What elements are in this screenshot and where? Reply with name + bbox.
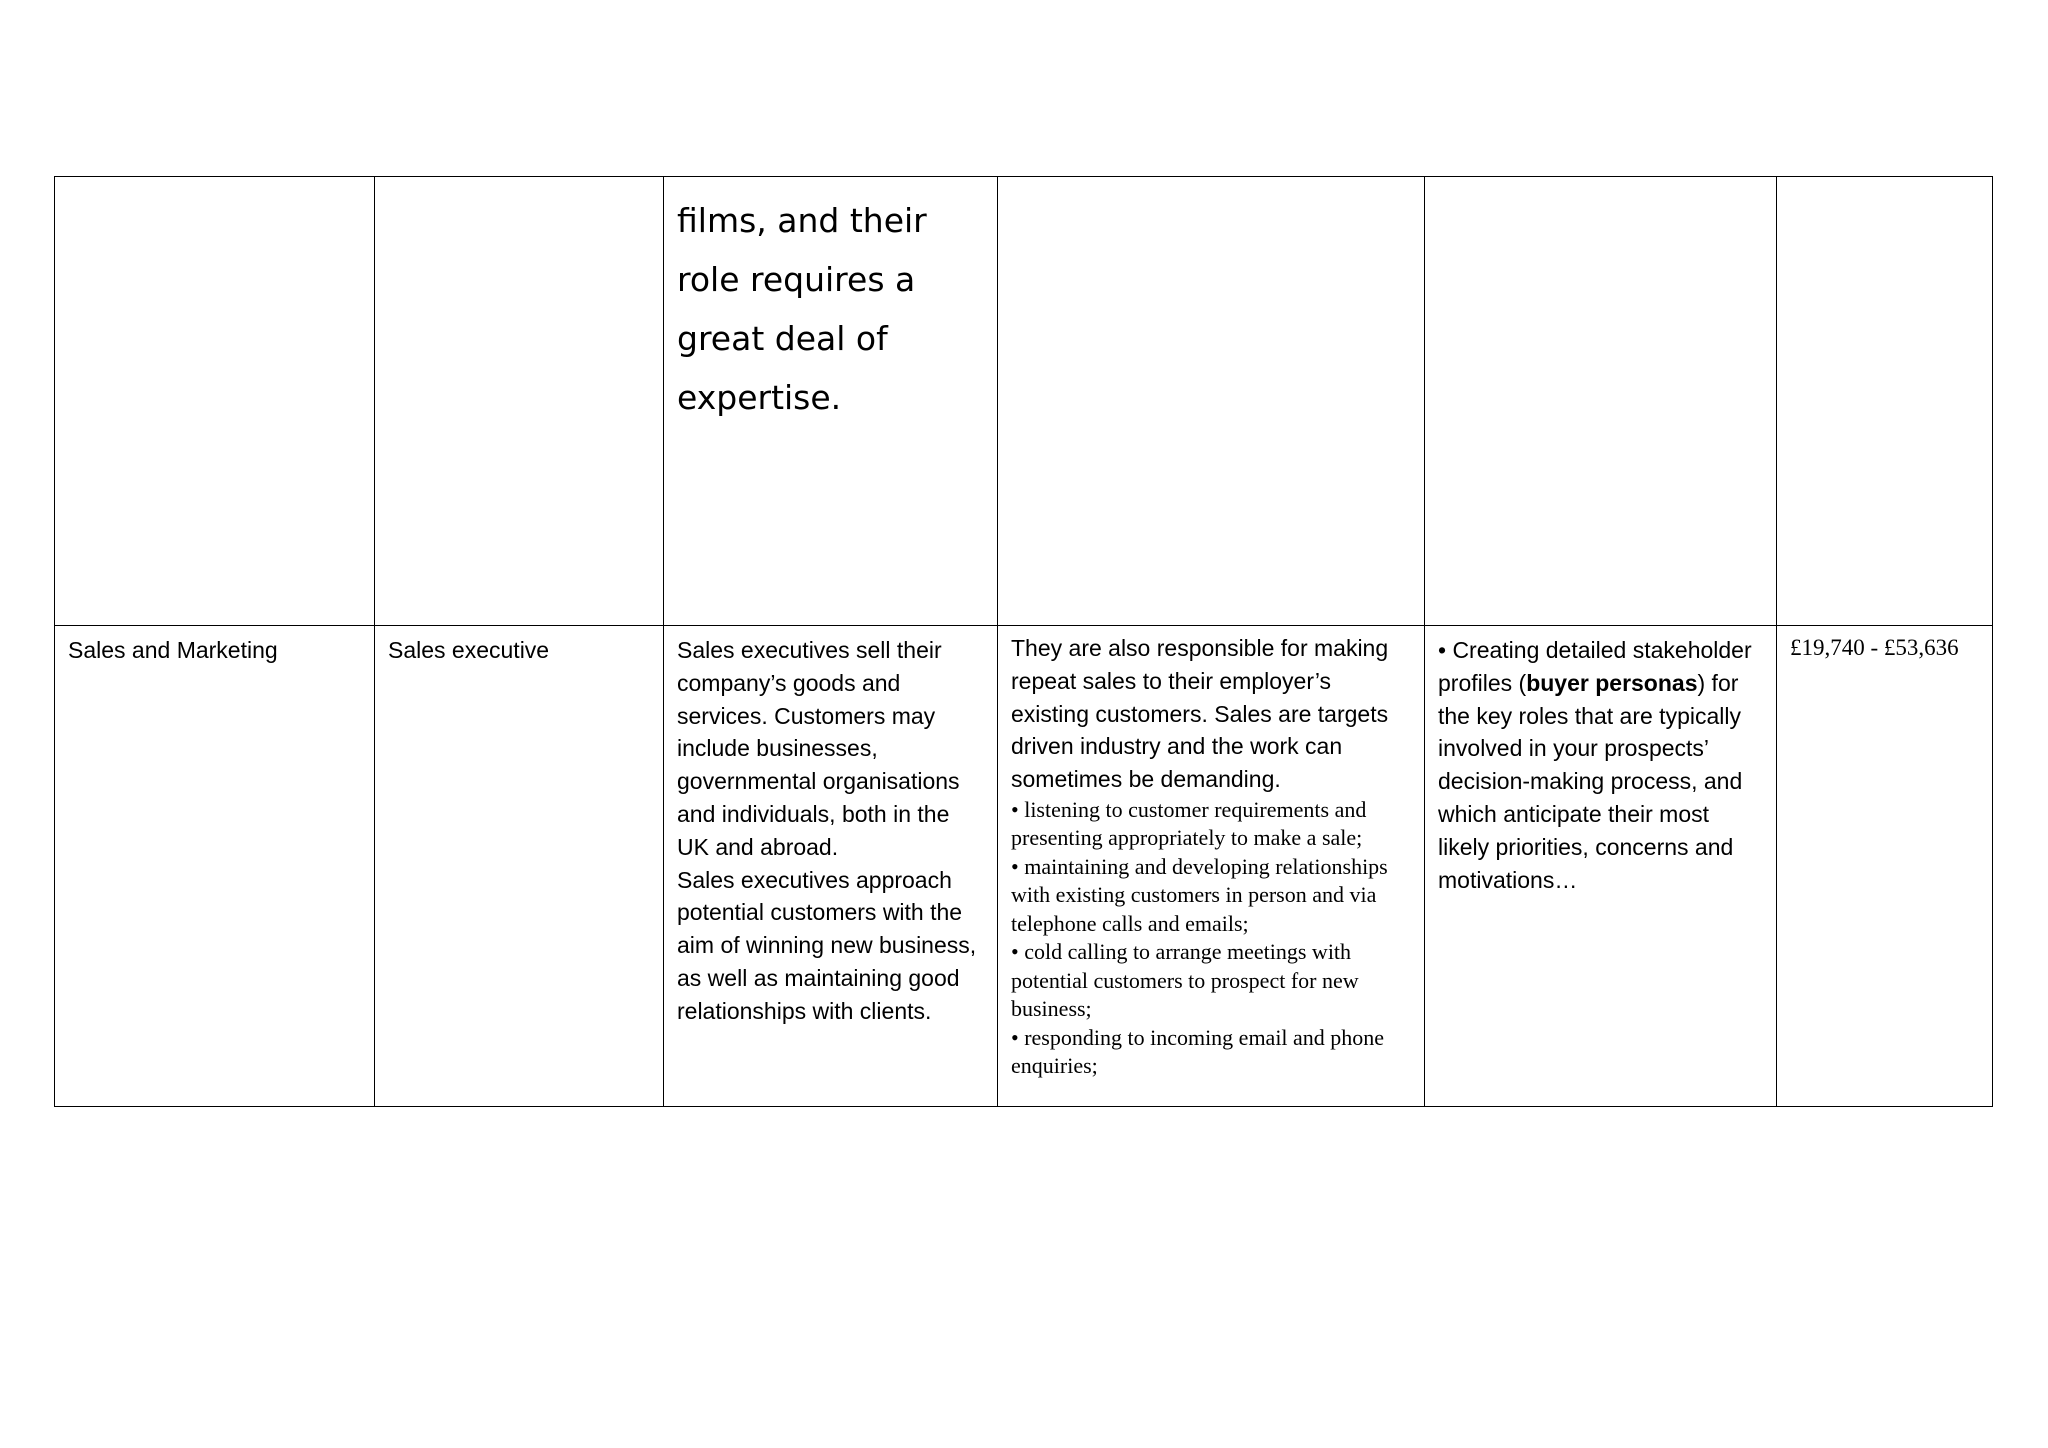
description-continued-text: films, and their role requires a great deal of expertise. <box>677 201 927 417</box>
table-cell-salary <box>1777 626 1993 1107</box>
job-title-text: Sales executive <box>388 637 550 663</box>
table-row <box>55 626 1993 1107</box>
responsibility-item: • cold calling to arrange meetings with potential customers to prospect for new business; <box>1011 939 1359 1022</box>
table-cell-skills <box>1425 177 1777 626</box>
table-cell-responsibilities <box>998 626 1425 1107</box>
responsibilities-intro: They are also responsible for making repeat sales to their employer’s existing customers. Sales are targets driven industry and the work can sometimes be demanding. <box>1011 635 1389 793</box>
table-cell-salary <box>1777 177 1993 626</box>
table-cell-description <box>664 177 998 626</box>
description-paragraph: Sales executives sell their company’s goods and services. Customers may include businesses, governmental organisations and individuals, both in the UK and abroad. <box>677 637 960 860</box>
table-row <box>55 177 1993 626</box>
table-cell-skills <box>1425 626 1777 1107</box>
responsibilities-list <box>1011 796 1412 1081</box>
table-cell-responsibilities <box>998 177 1425 626</box>
salary-text: £19,740 - £53,636 <box>1790 635 1959 660</box>
skills-text: • Creating detailed stakeholder profiles ( <box>1438 637 1752 696</box>
responsibility-item: • listening to customer requirements and presenting appropriately to make a sale; <box>1011 796 1367 851</box>
responsibility-item: • responding to incoming email and phone enquiries; <box>1011 1024 1385 1079</box>
skills-text: ) for the key roles that are typically involved in your prospects’ decision-making process, and which anticipate their most likely priorities, concerns and motivations… <box>1438 669 1743 893</box>
description-paragraph: Sales executives approach potential customers with the aim of winning new business, as well as maintaining good relationships with clients. <box>677 866 977 1024</box>
table-cell-job-title <box>375 626 664 1107</box>
responsibility-item: • maintaining and developing relationships with existing customers in person and via telephone calls and emails; <box>1011 853 1388 936</box>
table-cell-sector <box>55 177 375 626</box>
sector-text: Sales and Marketing <box>68 637 278 663</box>
table-cell-job-title <box>375 177 664 626</box>
table-cell-description <box>664 626 998 1107</box>
skills-bold-term: buyer personas <box>1526 669 1698 696</box>
careers-table <box>54 176 1993 1107</box>
table-cell-sector <box>55 626 375 1107</box>
